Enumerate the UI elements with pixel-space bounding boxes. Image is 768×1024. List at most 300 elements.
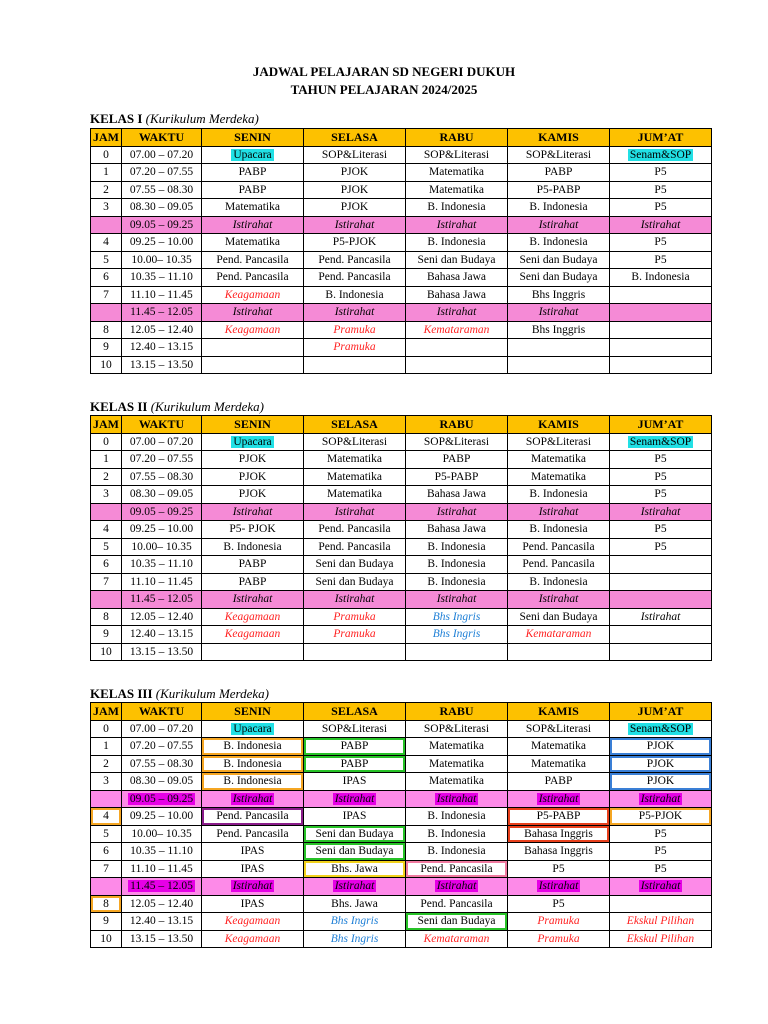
cell-jumat: Istirahat [610,503,712,521]
cell-jumat: P5 [610,860,712,878]
cell-senin: B. Indonesia [202,773,304,791]
cell-jumat: Ekskul Pilihan [610,913,712,931]
table-row [91,356,712,374]
cell-kamis: Bhs Inggris [508,286,610,304]
cell-senin: Pend. Pancasila [202,808,304,826]
header-rabu: RABU [406,416,508,434]
header-senin: SENIN [202,129,304,147]
waktu-cell: 11.10 – 11.45 [122,286,202,304]
schedule-table-kelas-1 [90,128,712,374]
cell-senin: P5- PJOK [202,521,304,539]
cell-jumat: Ekskul Pilihan [610,930,712,948]
cell-selasa: PABP [304,755,406,773]
cell-rabu: PABP [406,451,508,469]
cell-jumat [610,591,712,609]
waktu-cell: 10.00– 10.35 [122,825,202,843]
waktu-cell: 07.20 – 07.55 [122,164,202,182]
jam-cell: 8 [91,895,122,913]
table-row [91,860,712,878]
header-jam: JAM [91,129,122,147]
jam-cell: 2 [91,755,122,773]
cell-jumat [610,304,712,322]
cell-rabu: Bahasa Jawa [406,521,508,539]
break-row [91,790,712,808]
cell-jumat: P5 [610,251,712,269]
jam-cell: 1 [91,164,122,182]
cell-kamis: B. Indonesia [508,486,610,504]
table-row [91,451,712,469]
cell-rabu: B. Indonesia [406,573,508,591]
cell-senin [202,433,304,451]
cell-senin: Matematika [202,234,304,252]
break-row [91,591,712,609]
curriculum-label: (Kurikulum Merdeka) [150,399,264,414]
cell-selasa: PJOK [304,181,406,199]
cell-selasa: SOP&Literasi [304,433,406,451]
header-senin: SENIN [202,703,304,721]
cell-kamis: PABP [508,164,610,182]
cell-selasa [304,878,406,896]
header-selasa: SELASA [304,416,406,434]
cell-rabu: Istirahat [406,503,508,521]
cell-rabu: Seni dan Budaya [406,913,508,931]
waktu-text: 09.05 – 09.25 [129,792,194,805]
cell-rabu: Matematika [406,181,508,199]
waktu-cell: 10.00– 10.35 [122,538,202,556]
cell-senin: B. Indonesia [202,738,304,756]
break-row [91,878,712,896]
cell-senin [202,356,304,374]
header-jum-at: JUM’AT [610,416,712,434]
cell-kamis [508,339,610,357]
cell-selasa [304,643,406,661]
cell-kamis: Pend. Pancasila [508,556,610,574]
kelas-label: KELAS III [90,686,153,701]
jam-cell: 4 [91,808,122,826]
highlighted-subject: Senam&SOP [629,148,692,161]
header-selasa: SELASA [304,129,406,147]
break-row [91,503,712,521]
cell-senin [202,720,304,738]
cell-jumat: B. Indonesia [610,269,712,287]
curriculum-label: (Kurikulum Merdeka) [145,111,259,126]
cell-selasa: Pramuka [304,626,406,644]
cell-kamis: P5-PABP [508,808,610,826]
table-row [91,913,712,931]
highlighted-subject: Istirahat [232,792,273,805]
cell-jumat: P5 [610,451,712,469]
jam-cell: 10 [91,643,122,661]
table-row [91,895,712,913]
cell-selasa: Istirahat [304,304,406,322]
cell-rabu: Bahasa Jawa [406,286,508,304]
cell-rabu: Kemataraman [406,321,508,339]
cell-senin: PABP [202,181,304,199]
highlighted-subject: Istirahat [436,880,477,893]
cell-senin: B. Indonesia [202,755,304,773]
cell-selasa: Matematika [304,468,406,486]
cell-rabu: Bhs Ingris [406,608,508,626]
cell-kamis: B. Indonesia [508,521,610,539]
cell-kamis: SOP&Literasi [508,720,610,738]
cell-senin: Keagamaan [202,913,304,931]
cell-rabu: B. Indonesia [406,234,508,252]
table-row [91,286,712,304]
cell-rabu: Pend. Pancasila [406,895,508,913]
header-waktu: WAKTU [122,416,202,434]
cell-selasa: PJOK [304,199,406,217]
cell-rabu: Matematika [406,773,508,791]
cell-senin: Keagamaan [202,608,304,626]
table-row [91,626,712,644]
waktu-cell: 07.00 – 07.20 [122,433,202,451]
table-row [91,181,712,199]
jam-cell: 6 [91,843,122,861]
cell-selasa: IPAS [304,773,406,791]
jam-cell: 9 [91,339,122,357]
cell-rabu [406,878,508,896]
header-selasa: SELASA [304,703,406,721]
waktu-cell: 09.25 – 10.00 [122,234,202,252]
cell-senin [202,339,304,357]
cell-selasa: Pend. Pancasila [304,538,406,556]
cell-jumat: PJOK [610,773,712,791]
jam-cell: 8 [91,321,122,339]
waktu-cell: 08.30 – 09.05 [122,486,202,504]
cell-senin: Keagamaan [202,626,304,644]
cell-rabu: Seni dan Budaya [406,251,508,269]
cell-kamis: Istirahat [508,304,610,322]
cell-selasa: Bhs. Jawa [304,860,406,878]
waktu-cell: 12.05 – 12.40 [122,321,202,339]
table-row [91,720,712,738]
cell-senin: Pend. Pancasila [202,251,304,269]
jam-cell [91,216,122,234]
table-row [91,468,712,486]
cell-jumat: P5 [610,234,712,252]
cell-senin: PJOK [202,468,304,486]
cell-senin: Keagamaan [202,321,304,339]
cell-senin: Keagamaan [202,286,304,304]
cell-jumat [610,433,712,451]
waktu-cell: 11.45 – 12.05 [122,591,202,609]
cell-kamis: Pramuka [508,913,610,931]
jam-cell [91,790,122,808]
waktu-cell: 09.05 – 09.25 [122,503,202,521]
cell-senin: PABP [202,573,304,591]
schedule-table-kelas-2 [90,415,712,661]
cell-selasa: Seni dan Budaya [304,843,406,861]
table-row [91,199,712,217]
cell-selasa: Seni dan Budaya [304,556,406,574]
table-row [91,773,712,791]
header-jam: JAM [91,703,122,721]
jam-cell: 9 [91,913,122,931]
cell-rabu: B. Indonesia [406,538,508,556]
cell-selasa: Istirahat [304,503,406,521]
waktu-cell: 10.00– 10.35 [122,251,202,269]
cell-jumat [610,790,712,808]
highlighted-subject: Upacara [233,722,272,735]
schedule-table-kelas-3 [90,702,712,948]
cell-kamis: SOP&Literasi [508,433,610,451]
table-row [91,321,712,339]
cell-kamis: Matematika [508,451,610,469]
cell-kamis: Istirahat [508,216,610,234]
waktu-cell: 07.00 – 07.20 [122,146,202,164]
highlighted-subject: Istirahat [334,792,375,805]
cell-senin: Matematika [202,199,304,217]
cell-selasa: SOP&Literasi [304,720,406,738]
jam-cell [91,304,122,322]
cell-rabu: SOP&Literasi [406,146,508,164]
jam-cell: 0 [91,146,122,164]
kelas-2-heading [90,399,264,415]
cell-rabu: Bahasa Jawa [406,486,508,504]
waktu-cell: 10.35 – 11.10 [122,269,202,287]
cell-kamis: Matematika [508,738,610,756]
cell-rabu: B. Indonesia [406,556,508,574]
cell-selasa: Seni dan Budaya [304,573,406,591]
jam-cell: 1 [91,451,122,469]
cell-selasa: Istirahat [304,591,406,609]
cell-kamis: Kemataraman [508,626,610,644]
jam-cell: 0 [91,433,122,451]
waktu-cell: 07.55 – 08.30 [122,181,202,199]
cell-selasa: PABP [304,738,406,756]
cell-kamis: P5 [508,895,610,913]
break-row [91,304,712,322]
jam-cell: 7 [91,286,122,304]
cell-kamis: Matematika [508,755,610,773]
cell-kamis: PABP [508,773,610,791]
cell-selasa: PJOK [304,164,406,182]
waktu-cell [122,790,202,808]
cell-rabu: SOP&Literasi [406,720,508,738]
cell-selasa: Bhs Ingris [304,930,406,948]
cell-senin: B. Indonesia [202,538,304,556]
cell-selasa: Pend. Pancasila [304,251,406,269]
table-header-row [91,129,712,147]
cell-kamis: Pend. Pancasila [508,538,610,556]
cell-kamis: P5-PABP [508,181,610,199]
waktu-cell: 09.25 – 10.00 [122,808,202,826]
cell-rabu: Bhs Ingris [406,626,508,644]
cell-jumat: P5-PJOK [610,808,712,826]
header-jum-at: JUM’AT [610,703,712,721]
cell-jumat: P5 [610,538,712,556]
waktu-cell: 12.40 – 13.15 [122,913,202,931]
cell-kamis: Istirahat [508,591,610,609]
header-kamis: KAMIS [508,416,610,434]
cell-jumat [610,720,712,738]
table-row [91,843,712,861]
jam-cell: 6 [91,556,122,574]
jam-cell: 4 [91,521,122,539]
cell-senin: Istirahat [202,591,304,609]
kelas-label: KELAS I [90,111,143,126]
cell-jumat: Istirahat [610,216,712,234]
header-rabu: RABU [406,703,508,721]
cell-jumat [610,573,712,591]
cell-rabu: B. Indonesia [406,808,508,826]
highlighted-subject: Upacara [233,148,272,161]
table-row [91,234,712,252]
jam-cell: 5 [91,825,122,843]
waktu-cell: 07.55 – 08.30 [122,468,202,486]
cell-selasa: IPAS [304,808,406,826]
table-row [91,433,712,451]
waktu-cell: 10.35 – 11.10 [122,843,202,861]
table-row [91,269,712,287]
jam-cell: 3 [91,199,122,217]
table-row [91,521,712,539]
cell-jumat: PJOK [610,755,712,773]
waktu-text: 11.45 – 12.05 [130,880,193,893]
kelas-1-heading [90,111,259,127]
cell-senin: PJOK [202,451,304,469]
header-jum-at: JUM’AT [610,129,712,147]
cell-rabu: B. Indonesia [406,843,508,861]
cell-senin: Pend. Pancasila [202,825,304,843]
cell-rabu: Matematika [406,738,508,756]
jam-cell [91,591,122,609]
document-title-line1: JADWAL PELAJARAN SD NEGERI DUKUH [252,64,516,79]
header-kamis: KAMIS [508,129,610,147]
cell-jumat: P5 [610,164,712,182]
cell-rabu [406,643,508,661]
cell-rabu: Matematika [406,755,508,773]
cell-senin: Istirahat [202,304,304,322]
cell-senin: PABP [202,164,304,182]
kelas-3-heading [90,686,269,702]
table-row [91,538,712,556]
jam-cell: 7 [91,860,122,878]
jam-cell: 9 [91,626,122,644]
cell-rabu: SOP&Literasi [406,433,508,451]
cell-selasa: Pend. Pancasila [304,521,406,539]
table-header-row [91,703,712,721]
cell-senin: Istirahat [202,216,304,234]
cell-jumat [610,146,712,164]
cell-rabu: Istirahat [406,591,508,609]
kelas-label: KELAS II [90,399,148,414]
cell-kamis: Istirahat [508,503,610,521]
highlighted-subject: Istirahat [334,880,375,893]
jam-cell [91,503,122,521]
highlighted-subject: Istirahat [538,792,579,805]
cell-rabu [406,790,508,808]
waktu-cell: 08.30 – 09.05 [122,199,202,217]
waktu-cell: 13.15 – 13.50 [122,643,202,661]
cell-kamis: Seni dan Budaya [508,251,610,269]
cell-senin [202,878,304,896]
waktu-cell [122,878,202,896]
jam-cell: 4 [91,234,122,252]
highlighted-subject: Senam&SOP [629,435,692,448]
cell-rabu: Istirahat [406,304,508,322]
cell-selasa: Seni dan Budaya [304,825,406,843]
jam-cell: 5 [91,538,122,556]
cell-jumat: P5 [610,825,712,843]
jam-cell: 3 [91,773,122,791]
cell-rabu: B. Indonesia [406,825,508,843]
cell-kamis: B. Indonesia [508,573,610,591]
highlighted-subject: Istirahat [640,880,681,893]
jam-cell: 5 [91,251,122,269]
cell-kamis: B. Indonesia [508,234,610,252]
header-waktu: WAKTU [122,129,202,147]
cell-kamis: Bhs Inggris [508,321,610,339]
waktu-cell: 07.20 – 07.55 [122,738,202,756]
cell-jumat: P5 [610,468,712,486]
highlighted-subject: Istirahat [232,880,273,893]
table-row [91,486,712,504]
jam-cell: 6 [91,269,122,287]
table-row [91,146,712,164]
waktu-cell: 11.10 – 11.45 [122,860,202,878]
cell-rabu: Kemataraman [406,930,508,948]
highlighted-subject: Istirahat [640,792,681,805]
cell-rabu: Matematika [406,164,508,182]
cell-kamis: Seni dan Budaya [508,269,610,287]
table-row [91,164,712,182]
cell-selasa: B. Indonesia [304,286,406,304]
cell-senin: IPAS [202,895,304,913]
table-row [91,825,712,843]
cell-jumat [610,356,712,374]
table-row [91,556,712,574]
cell-jumat [610,286,712,304]
cell-jumat [610,339,712,357]
highlighted-subject: Upacara [233,435,272,448]
cell-selasa: Pramuka [304,608,406,626]
cell-jumat: P5 [610,521,712,539]
curriculum-label: (Kurikulum Merdeka) [155,686,269,701]
cell-jumat [610,643,712,661]
cell-rabu: Istirahat [406,216,508,234]
table-row [91,251,712,269]
highlighted-subject: Istirahat [436,792,477,805]
table-header-row [91,416,712,434]
jam-cell: 7 [91,573,122,591]
cell-rabu: B. Indonesia [406,199,508,217]
cell-senin: Keagamaan [202,930,304,948]
table-row [91,738,712,756]
cell-kamis [508,878,610,896]
cell-selasa: P5-PJOK [304,234,406,252]
waktu-cell: 12.40 – 13.15 [122,626,202,644]
header-senin: SENIN [202,416,304,434]
cell-senin: IPAS [202,843,304,861]
cell-selasa: Bhs Ingris [304,913,406,931]
cell-senin: PJOK [202,486,304,504]
cell-jumat: P5 [610,486,712,504]
table-row [91,930,712,948]
cell-senin: Pend. Pancasila [202,269,304,287]
table-row [91,755,712,773]
document-title-line2: TAHUN PELAJARAN 2024/2025 [290,82,478,97]
cell-rabu [406,339,508,357]
cell-kamis: Bahasa Inggris [508,825,610,843]
cell-jumat: P5 [610,181,712,199]
waktu-cell: 12.05 – 12.40 [122,895,202,913]
cell-jumat: P5 [610,199,712,217]
waktu-cell: 13.15 – 13.50 [122,930,202,948]
header-waktu: WAKTU [122,703,202,721]
cell-kamis: P5 [508,860,610,878]
cell-rabu [406,356,508,374]
